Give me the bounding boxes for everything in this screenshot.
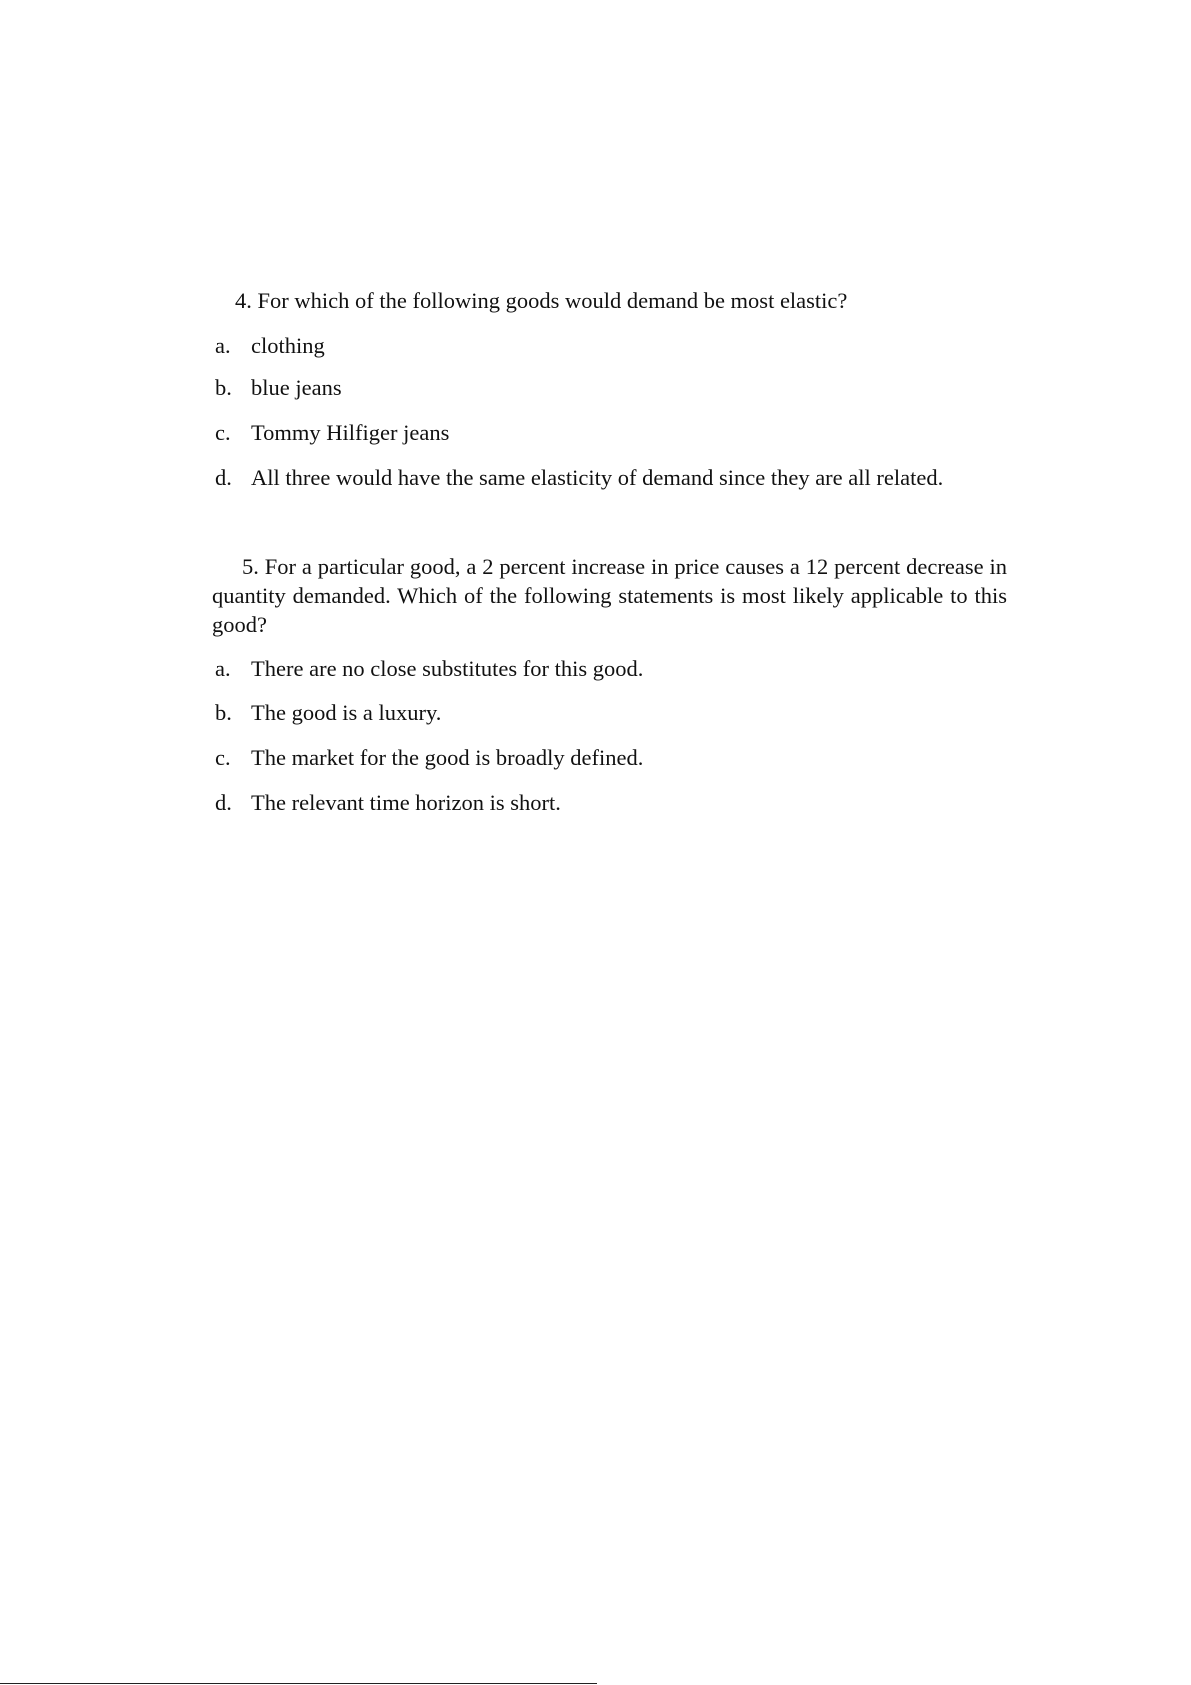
option-letter: c.: [215, 420, 231, 445]
footnote-divider: [0, 1683, 597, 1684]
option-text: blue jeans: [251, 375, 342, 400]
option-letter: b.: [215, 700, 232, 725]
option-letter: b.: [215, 375, 232, 400]
question-5-option-b: [215, 698, 441, 727]
option-letter: d.: [215, 790, 232, 815]
option-letter: a.: [215, 656, 231, 681]
option-text: There are no close substitutes for this good.: [251, 656, 644, 681]
question-5-option-a: [215, 654, 643, 683]
question-5-option-c: [215, 743, 643, 772]
question-5-option-d: [215, 788, 561, 817]
question-4-stem: 4. For which of the following goods would demand be most elastic?: [235, 288, 848, 313]
question-4-option-b: [215, 373, 342, 402]
option-text: The relevant time horizon is short.: [251, 790, 561, 815]
option-text: clothing: [251, 333, 325, 358]
option-letter: c.: [215, 745, 231, 770]
option-text: The good is a luxury.: [251, 700, 442, 725]
question-4-option-d: [215, 463, 943, 492]
option-letter: a.: [215, 333, 231, 358]
question-5-stem: 5. For a particular good, a 2 percent increase in price causes a 12 percent decrease in quantity demanded. Which of the following statements is most likely applicable to this good?: [212, 554, 1007, 637]
option-text: The market for the good is broadly defined.: [251, 745, 644, 770]
question-4-option-c: [215, 418, 449, 447]
option-text: All three would have the same elasticity of demand since they are all related.: [251, 465, 944, 490]
option-letter: d.: [215, 465, 232, 490]
question-4-option-a: [215, 331, 325, 360]
option-text: Tommy Hilfiger jeans: [251, 420, 450, 445]
